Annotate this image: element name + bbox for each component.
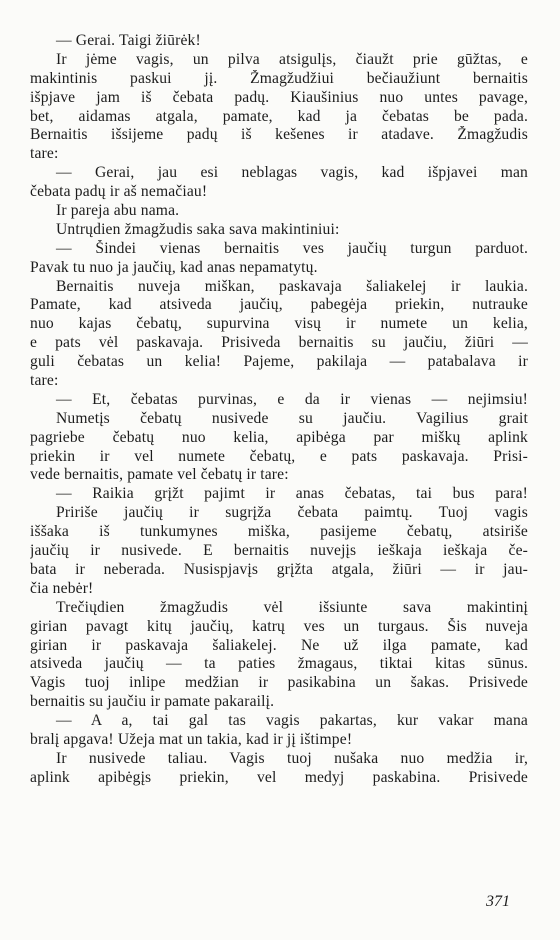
text-line: čia nebėr! bbox=[30, 579, 94, 597]
text-line: — Šindei vienas bernaitis ves jaučių turgun parduot. bbox=[56, 239, 528, 257]
text-line: girian pavagt kitų jaučių, katrų ves un turgaus. Šis nuveja bbox=[30, 617, 528, 635]
text-line: Ir nusivede taliau. Vagis tuoj nušaka nuo medžia ir, bbox=[56, 749, 528, 767]
text-line: — Gerai. Taigi žiūrėk! bbox=[56, 32, 201, 49]
text-line: guli čebatas un kelia! Pajeme, pakilaja — patabalava ir bbox=[30, 353, 528, 371]
text-line: vede bernaitis, pamate vel čebatų ir tare: bbox=[30, 466, 289, 484]
text-line: tare: bbox=[30, 372, 59, 390]
text-line: Numetįs čebatų nusivede su jaučiu. Vagilius grait bbox=[56, 409, 528, 427]
text-line: bernaitis su jaučiu ir pamate pakarailį. bbox=[30, 693, 275, 711]
text-line: aplink apibėgįs priekin, vel medyj paskabina. Prisivede bbox=[30, 768, 528, 786]
text-line: nuo kajas čebatų, supurvina visų ir numete un kelia, bbox=[30, 315, 528, 333]
text-line: bet, aidamas atgala, pamate, kad ja čebatas be pada. bbox=[30, 107, 528, 125]
text-line: bata ir neberada. Nusispjavįs grįžta atgala, žiūri — ir jau- bbox=[30, 560, 528, 578]
text-line: Untrųdien žmagžudis saka sava makintiniui: bbox=[56, 220, 340, 238]
text-line: Vagis tuoj inlipe medžian ir pasikabina un šakas. Prisivede bbox=[30, 674, 528, 692]
text-line: išpjave jam iš čebata padų. Kiaušinius nuo untes pavage, bbox=[30, 88, 528, 106]
text-line: pagriebe čebatų nuo kelia, apibėga par miškų aplink bbox=[30, 428, 528, 446]
text-line: bralį apgava! Užeja mat un takia, kad ir jį ištimpe! bbox=[30, 730, 353, 748]
text-line: Pririše jaučių ir sugrįža čebata paimtų. Tuoj vagis bbox=[56, 504, 528, 522]
text-line: tare: bbox=[30, 145, 59, 163]
text-line: Bernaitis nuveja miškan, paskavaja šaliakelej ir laukia. bbox=[56, 277, 528, 295]
text-line: Trečiųdien žmagžudis vėl išsiunte sava makintinį bbox=[56, 598, 528, 616]
text-line: atsiveda jaučių — ta paties žmagaus, tiktai kitas sūnus. bbox=[30, 655, 528, 673]
text-line: Pavak tu nuo ja jaučių, kad anas nepamatytų. bbox=[30, 258, 318, 276]
text-line: čebata padų ir aš nemačiau! bbox=[30, 183, 208, 201]
text-line: — Raikia grįžt pajimt ir anas čebatas, tai bus para! bbox=[56, 485, 528, 503]
text-line: iššaka iš tunkumynes miška, pasijeme čebatų, atsiriše bbox=[30, 523, 528, 541]
text-line: Ir pareja abu nama. bbox=[56, 202, 180, 220]
text-line: Bernaitis išsijeme padų iš kešenes ir atadave. Žmagžudis bbox=[30, 126, 528, 144]
text-line: e pats vėl paskavaja. Prisiveda bernaitis su jaučiu, žiūri — bbox=[30, 334, 528, 352]
page-number: 371 bbox=[486, 893, 510, 910]
text-line: — Et, čebatas purvinas, e da ir vienas — nejimsiu! bbox=[56, 390, 528, 408]
text-line: Ir jėme vagis, un pilva atsigulįs, čiaužt prie gūžtas, e bbox=[56, 50, 528, 68]
text-line: priekin ir vel numete čebatų, e pats paskavaja. Prisi- bbox=[30, 447, 528, 465]
text-line: girian ir paskavaja šaliakelej. Ne už ilga pamate, kad bbox=[30, 636, 528, 654]
body-text bbox=[30, 32, 528, 788]
text-line: Pamate, kad atsiveda jaučių, pabegėja priekin, nutrauke bbox=[30, 296, 528, 314]
text-line: — Gerai, jau esi neblagas vagis, kad išpjavei man bbox=[56, 164, 528, 182]
text-line: makintinis paskui jį. Žmagžudžiui bečiaužiunt bernaitis bbox=[30, 69, 528, 87]
text-line: — A a, tai gal tas vagis pakartas, kur vakar mana bbox=[56, 712, 528, 730]
text-line: jaučių ir nusivede. E bernaitis nuvejįs ieškaja ieškaja če- bbox=[30, 542, 528, 560]
